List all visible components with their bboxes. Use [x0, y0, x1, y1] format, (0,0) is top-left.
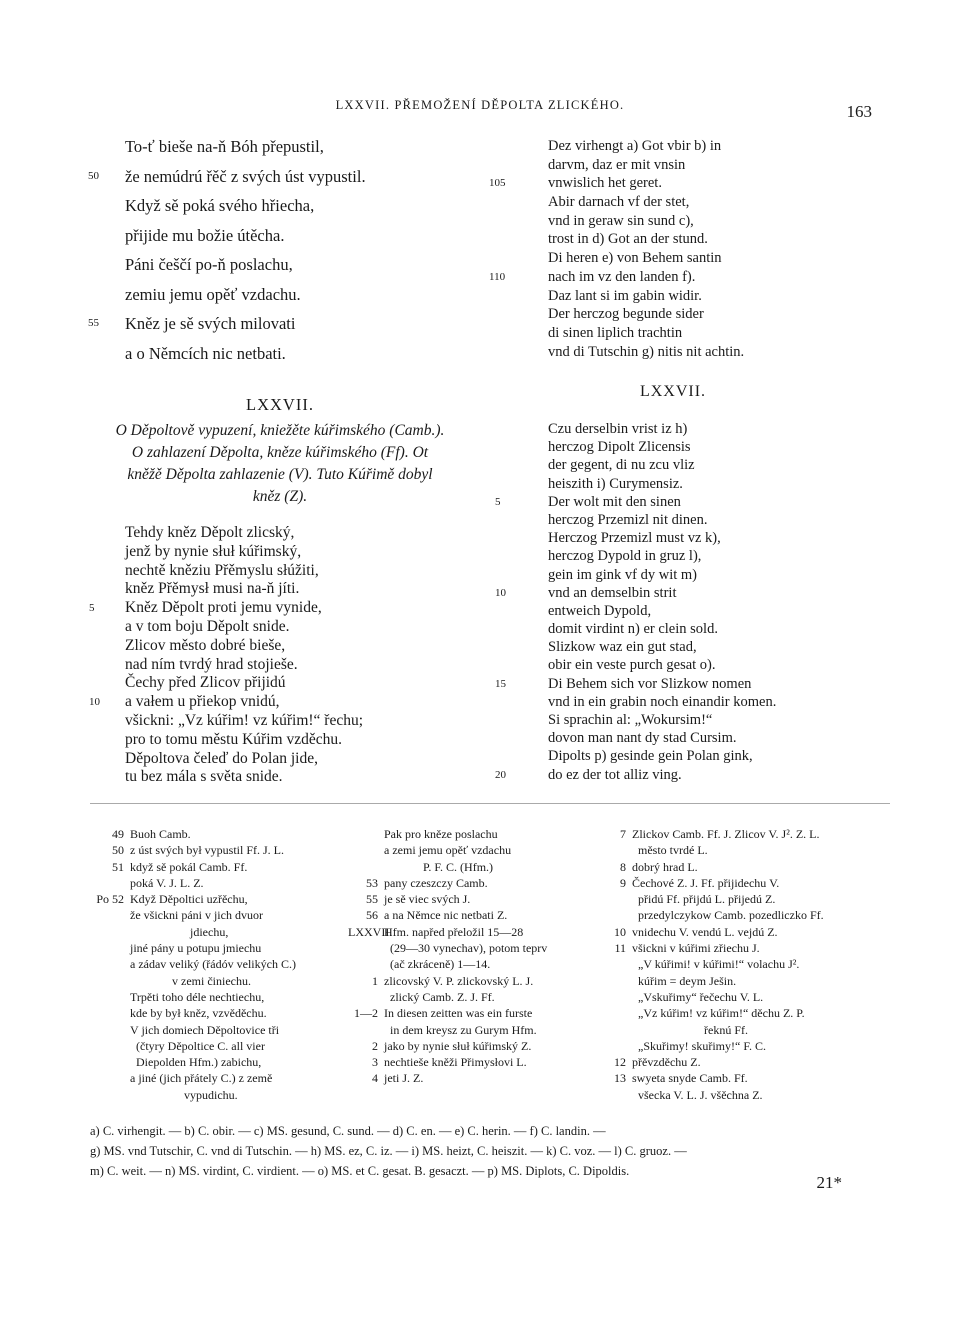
- note-line: [80, 1070, 296, 1086]
- note-line: [598, 826, 824, 842]
- note-text: „Skuřimy! skuřimy!“ F. C.: [632, 1038, 767, 1053]
- note-label: 9: [620, 875, 626, 890]
- line-number: 55: [88, 317, 99, 329]
- line-number: 10: [89, 696, 100, 709]
- verse-text: a vałem u přiekop vnidú,: [125, 693, 280, 711]
- chapter-heading-left: LXXVII.: [246, 395, 314, 414]
- note-label: 10: [614, 924, 626, 939]
- note-line: [80, 891, 296, 907]
- verse-text: vnd an demselbin strit: [548, 584, 677, 601]
- note-label: 7: [620, 827, 626, 841]
- chapter-heading-right: LXXVII.: [639, 383, 707, 400]
- note-text: kúřim = deym Ješin.: [632, 973, 737, 988]
- verse-text: Kněz Děpolt proti jemu vynide,: [125, 599, 322, 617]
- verse-text: Si sprachin al: „Wokursim!“: [548, 712, 713, 728]
- note-text: a jiné (jich přátely C.) z země: [130, 1071, 273, 1086]
- verse-text: obir ein veste purch gesat o).: [548, 657, 716, 674]
- verse-text: di sinen liplich trachtin: [548, 324, 683, 341]
- verse-text: trost in d) Got an der stund.: [548, 231, 708, 248]
- note-text: vypudichu.: [130, 1087, 238, 1102]
- note-text: „V kúřimi! v kúřimi!“ volachu J².: [632, 957, 800, 972]
- right-prose-line: [548, 711, 776, 729]
- note-text: Trpěti toho déle nechtiechu,: [130, 989, 265, 1004]
- note-line: [80, 956, 296, 972]
- footnote-line: a) C. virhengit. — b) C. obir. — c) MS. gesund, C. sund. — d) C. en. — e) C. herin. — f) C. landin. —: [90, 1124, 606, 1138]
- notes-column-b: [348, 826, 547, 1087]
- note-line: [80, 859, 296, 875]
- note-text: swyeta snyde Camb. Ff.: [632, 1071, 748, 1086]
- verse-text: gein im gink vf dy wit m): [548, 566, 698, 583]
- verse-text: a o Němcích nic netbati.: [125, 343, 286, 363]
- note-text: přěvzděchu Z.: [632, 1055, 701, 1070]
- note-label: Po 52: [96, 892, 124, 907]
- left-prose-line: [125, 712, 363, 731]
- note-line: [348, 1022, 547, 1038]
- line-number: 50: [88, 169, 99, 182]
- note-line: [348, 924, 547, 940]
- note-line: [598, 1022, 824, 1038]
- right-poem-line: [489, 268, 744, 287]
- note-line: [598, 907, 824, 923]
- notes-column-c: [598, 826, 824, 1103]
- note-label: 51: [112, 859, 124, 874]
- line-number: 5: [89, 602, 95, 615]
- left-poem-line: [125, 250, 366, 280]
- note-line: [598, 859, 824, 875]
- right-prose-line: [548, 475, 776, 493]
- note-line: [80, 940, 296, 956]
- note-line: [348, 989, 547, 1005]
- line-number: 10: [495, 586, 506, 599]
- verse-text: Páni češčí po-ň poslachu,: [125, 255, 293, 274]
- notes-column-a: [80, 826, 296, 1103]
- right-prose-line: [548, 566, 776, 584]
- verse-text: Di Behem sich vor Slizkow nomen: [548, 675, 752, 692]
- note-line: [598, 875, 824, 891]
- left-prose-line: [89, 693, 363, 712]
- right-prose-line: [495, 766, 776, 784]
- left-prose-line: [125, 750, 363, 769]
- left-prose-line: [125, 637, 363, 656]
- note-line: [598, 1005, 824, 1021]
- note-label: 53: [366, 875, 378, 890]
- left-poem: [88, 132, 366, 368]
- note-line: [598, 1070, 824, 1086]
- verse-text: Dez virhengt a) Got vbir b) in: [548, 138, 722, 154]
- note-line: [348, 859, 547, 875]
- note-text: dobrý hrad L.: [632, 859, 698, 874]
- note-line: [598, 989, 824, 1005]
- note-text: Buoh Camb.: [130, 827, 191, 841]
- verse-text: Abir darnach vf der stet,: [548, 194, 690, 211]
- note-label: 49: [112, 827, 124, 841]
- footnote-line: m) C. weit. — n) MS. virdint, C. virdient. — o) MS. et C. gesat. B. gesaczt. — p) MS. Diplots, C. Dipoldis.: [90, 1164, 630, 1178]
- note-line: [598, 956, 824, 972]
- note-line: [348, 940, 547, 956]
- note-label: 1—2: [354, 1006, 378, 1021]
- right-prose-line: [548, 547, 776, 565]
- right-prose-line: [495, 493, 776, 511]
- verse-text: kněz Přěmysł musi na-ň jíti.: [125, 580, 300, 598]
- note-line: [598, 924, 824, 940]
- note-line: [348, 1070, 547, 1086]
- verse-text: Der herczog begunde sider: [548, 306, 704, 323]
- left-prose-line: [125, 731, 363, 750]
- note-label: 56: [366, 908, 378, 923]
- verse-text: Čechy před Zlicov přijidú: [125, 674, 286, 692]
- running-head: LXXVII. PŘEMOŽENÍ DĚPOLTA ZLICKÉHO.: [335, 98, 625, 112]
- right-poem-line: [548, 230, 744, 249]
- note-text: V jich domiech Děpoltovice tři: [130, 1022, 280, 1037]
- note-text: (29—30 vynechav), potom teprv: [384, 941, 548, 956]
- note-text: Když Děpoltici uzřěchu,: [130, 892, 248, 907]
- note-text: v zemi činiechu.: [130, 973, 251, 988]
- note-text: (ač zkráceně) 1—14.: [384, 957, 491, 972]
- note-text: kde by był kněz, vzvěděchu.: [130, 1006, 267, 1021]
- left-prose-line: [125, 768, 363, 787]
- note-line: [80, 989, 296, 1005]
- page-number: 163: [846, 102, 872, 121]
- verse-text: zemiu jemu opěť vzdachu.: [125, 284, 301, 304]
- right-prose-line: [548, 511, 776, 529]
- line-number: 110: [489, 270, 506, 283]
- verse-text: der gegent, di nu zcu vliz: [548, 457, 695, 474]
- verse-text: herczog Dipolt Zlicensis: [548, 439, 691, 456]
- note-text: Diepolden Hfm.) zabichu,: [130, 1055, 262, 1070]
- left-prose-line: [125, 674, 363, 693]
- note-text: zlicovský V. P. zlickovský L. J.: [384, 973, 534, 988]
- verse-text: Kněz je sě svých milovati: [125, 314, 296, 333]
- heading-note: [90, 420, 470, 508]
- verse-text: vnd in ein grabin noch einandir komen.: [548, 693, 777, 710]
- note-line: [348, 907, 547, 923]
- note-text: Zlickov Camb. Ff. J. Zlicov V. J². Z. L.: [632, 827, 820, 841]
- verse-text: vnd in geraw sin sund c),: [548, 212, 694, 229]
- right-poem-line: [548, 305, 744, 324]
- verse-text: herczog Dypold in gruz l),: [548, 548, 702, 565]
- note-label: 3: [372, 1055, 378, 1070]
- right-prose-line: [548, 729, 776, 747]
- note-text: P. F. C. (Hfm.): [384, 859, 494, 874]
- note-line: [598, 891, 824, 907]
- verse-text: Czu derselbin vrist iz h): [548, 421, 688, 437]
- signature-mark: 21*: [816, 1173, 842, 1192]
- note-text: jeti J. Z.: [384, 1071, 424, 1086]
- verse-text: domit virdint n) er clein sold.: [548, 621, 718, 638]
- left-poem-line: [125, 191, 366, 221]
- note-text: przedylczykow Camb. pozedliczko Ff.: [632, 908, 824, 923]
- note-text: (čtyry Děpoltice C. all vier: [130, 1038, 265, 1053]
- note-label: 8: [620, 859, 626, 874]
- heading-note-line: kněžě Děpolta zahlazenie (V). Tuto Kúřimě dobyl: [127, 466, 433, 483]
- line-number: 105: [489, 177, 506, 190]
- note-text: je sě viec svých J.: [384, 892, 471, 907]
- note-label: 2: [372, 1038, 378, 1053]
- left-poem-line: [88, 162, 366, 192]
- note-line: [80, 875, 296, 891]
- verse-text: heiszith i) Curymensiz.: [548, 475, 683, 492]
- verse-text: pro to tomu městu Kúřim vzděchu.: [125, 730, 342, 748]
- note-line: [80, 826, 296, 842]
- note-line: [80, 924, 296, 940]
- verse-text: nad ním tvrdý hrad stojieše.: [125, 655, 298, 673]
- verse-text: všickni: „Vz kúřim! vz kúřim!“ řechu;: [125, 711, 364, 729]
- note-text: všickni v kúřimi zřiechu J.: [632, 941, 760, 956]
- right-poem-line: [489, 174, 744, 193]
- note-line: [80, 1054, 296, 1070]
- note-line: [80, 1005, 296, 1021]
- note-line: [348, 973, 547, 989]
- note-line: [348, 875, 547, 891]
- line-number: 15: [495, 677, 506, 690]
- verse-text: Daz lant si im gabin widir.: [548, 287, 702, 304]
- right-prose-line: [548, 420, 776, 438]
- right-poem-line: [548, 287, 744, 306]
- note-text: a zemi jemu opěť vzdachu: [384, 843, 512, 858]
- left-prose: [89, 524, 364, 787]
- note-line: [80, 973, 296, 989]
- verse-text: To-ť bieše na-ň Bóh přepustil,: [125, 137, 324, 156]
- note-text: Čechové Z. J. Ff. přijidechu V.: [632, 875, 780, 890]
- right-prose-line: [548, 456, 776, 474]
- right-prose-line: [548, 620, 776, 638]
- note-text: jako by nynie słuł kúřimský Z.: [384, 1038, 532, 1053]
- verse-text: nach im vz den landen f).: [548, 268, 696, 285]
- heading-note-line: O zahlazení Děpolta, kněze kúřimského (Ff). Ot: [131, 444, 429, 461]
- note-line: [598, 940, 824, 956]
- left-prose-line: [125, 656, 363, 675]
- right-poem-line: [548, 324, 744, 343]
- verse-text: vnd di Tutschin g) nitis nit achtin.: [548, 343, 745, 360]
- verse-text: že nemúdrú řěč z svých úst vypustil.: [125, 166, 366, 186]
- verse-text: nechtě kněziu Přěmyslu słúžiti,: [125, 561, 319, 579]
- right-prose-line: [495, 675, 776, 693]
- right-prose-line: [548, 747, 776, 765]
- verse-text: Dipolts p) gesinde gein Polan gink,: [548, 748, 753, 765]
- verse-text: jenž by nynie słuł kúřimský,: [125, 542, 302, 560]
- right-prose-line: [548, 529, 776, 547]
- note-line: [348, 842, 547, 858]
- note-text: jdiechu,: [130, 924, 229, 939]
- note-text: jiné pány u potupu jmiechu: [130, 941, 262, 956]
- note-text: Pak pro kněze poslachu: [384, 827, 498, 841]
- right-prose-line: [548, 438, 776, 456]
- note-line: [598, 1087, 824, 1103]
- note-line: [598, 842, 824, 858]
- note-text: Hfm. napřed přeložil 15—28: [384, 924, 524, 939]
- footnotes: [90, 1121, 880, 1181]
- note-label: 11: [614, 941, 626, 956]
- note-text: když sě pokál Camb. Ff.: [130, 859, 248, 874]
- heading-note-line: O Děpoltově vypuzení, kniežěte kúřimského (Camb.).: [115, 422, 445, 439]
- left-prose-line: [125, 543, 363, 562]
- note-line: [348, 826, 547, 842]
- note-text: vnidechu V. vendú L. vejdú Z.: [632, 924, 778, 939]
- left-poem-line: [125, 280, 366, 310]
- verse-text: dovon man nant dy stad Cursim.: [548, 730, 737, 747]
- note-line: [80, 842, 296, 858]
- left-prose-line: [89, 599, 363, 618]
- verse-text: Zlicov město dobré bieše,: [125, 636, 286, 654]
- verse-text: Když sě poká svého hřiecha,: [125, 196, 315, 215]
- note-text: město tvrdé L.: [632, 843, 708, 858]
- note-label: 4: [372, 1071, 378, 1086]
- right-prose: [495, 420, 777, 784]
- right-prose-line: [548, 638, 776, 656]
- right-prose-line: [548, 693, 776, 711]
- divider: [90, 803, 890, 804]
- verse-text: Děpoltova čeleď do Polan jide,: [125, 749, 318, 767]
- verse-text: tu bez mála s světa snide.: [125, 768, 283, 786]
- note-text: všecka V. L. J. všěchna Z.: [632, 1087, 763, 1102]
- verse-text: Der wolt mit den sinen: [548, 493, 681, 510]
- note-line: [348, 1005, 547, 1021]
- note-line: [598, 973, 824, 989]
- note-text: in dem kreysz zu Gurym Hfm.: [384, 1022, 537, 1037]
- footnote-line: g) MS. vnd Tutschir, C. vnd di Tutschin. — h) MS. ez, C. iz. — i) MS. heizt, C. heiszit. — k) C. voz. — l) C. gruoz. —: [90, 1144, 687, 1158]
- note-text: a na Němce nic netbati Z.: [384, 908, 508, 923]
- right-prose-line: [495, 584, 776, 602]
- note-text: zlický Camb. Z. J. Ff.: [384, 989, 495, 1004]
- left-prose-line: [125, 618, 363, 637]
- right-poem-line: [548, 343, 744, 362]
- verse-text: přijide mu božie útěcha.: [125, 225, 285, 245]
- verse-text: Di heren e) von Behem santin: [548, 250, 722, 267]
- note-text: pany czeszczy Camb.: [384, 875, 488, 890]
- right-prose-line: [548, 656, 776, 674]
- note-text: řeknú Ff.: [632, 1022, 748, 1037]
- note-label: LXXVII.: [348, 924, 393, 939]
- left-poem-line: [125, 132, 366, 162]
- note-line: [80, 1022, 296, 1038]
- note-line: [348, 1054, 547, 1070]
- left-prose-line: [125, 562, 363, 581]
- note-text: a zádav veliký (řádóv velikých C.): [130, 957, 296, 972]
- verse-text: Herczog Przemizl must vz k),: [548, 530, 721, 547]
- right-poem-line: [548, 249, 744, 268]
- note-line: [598, 1054, 824, 1070]
- right-poem-line: [548, 156, 744, 175]
- note-label: 13: [614, 1071, 626, 1086]
- note-text: „Vz kúřim! vz kúřim!“ děchu Z. P.: [632, 1006, 805, 1021]
- left-prose-line: [125, 524, 363, 543]
- note-label: 50: [112, 843, 124, 858]
- note-label: 55: [366, 892, 378, 907]
- note-text: nechtieše kněži Přimysłovi L.: [384, 1055, 527, 1070]
- verse-text: do ez der tot alliz ving.: [548, 766, 682, 783]
- note-line: [80, 1038, 296, 1054]
- line-number: 20: [495, 768, 506, 781]
- right-poem: [489, 137, 745, 361]
- verse-text: darvm, daz er mit vnsin: [548, 156, 686, 173]
- note-text: z úst svých był vypustil Ff. J. L.: [130, 843, 285, 858]
- note-line: [80, 1087, 296, 1103]
- verse-text: herczog Przemizl nit dinen.: [548, 511, 708, 528]
- note-line: [348, 956, 547, 972]
- verse-text: a v tom boju Děpolt snide.: [125, 617, 290, 635]
- verse-text: entweich Dypold,: [548, 602, 652, 619]
- left-poem-line: [125, 339, 366, 369]
- note-line: [348, 1038, 547, 1054]
- right-prose-line: [548, 602, 776, 620]
- note-line: [598, 1038, 824, 1054]
- note-label: 1: [372, 973, 378, 988]
- right-poem-line: [548, 193, 744, 212]
- verse-text: Slizkow waz ein gut stad,: [548, 639, 697, 656]
- left-poem-line: [88, 309, 366, 339]
- note-text: poká V. J. L. Z.: [130, 875, 204, 890]
- right-poem-line: [548, 212, 744, 231]
- note-label: 12: [614, 1055, 626, 1070]
- heading-note-line: kněz (Z).: [252, 488, 308, 505]
- verse-text: Tehdy kněz Děpolt zlicský,: [125, 524, 295, 541]
- note-text: In diesen zeitten was ein furste: [384, 1006, 533, 1021]
- note-line: [348, 891, 547, 907]
- note-text: přidú Ff. přijdú L. přijedú Z.: [632, 892, 776, 907]
- left-poem-line: [125, 221, 366, 251]
- line-number: 5: [495, 495, 501, 508]
- right-poem-line: [548, 137, 744, 156]
- note-text: „Vskuřimy“ řečechu V. L.: [632, 989, 764, 1004]
- left-prose-line: [125, 580, 363, 599]
- verse-text: vnwislich het geret.: [548, 175, 662, 192]
- note-line: [80, 907, 296, 923]
- note-text: že všickni páni v jich dvuor: [130, 908, 263, 923]
